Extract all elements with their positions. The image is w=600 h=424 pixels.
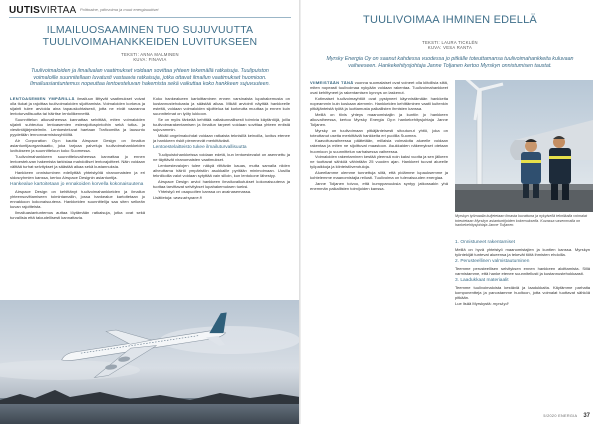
more-info-link[interactable]: myrsky.fi [492, 300, 509, 306]
subheading: Lentoestelaitteisto tukee ilmailuturvallisuutta [153, 145, 247, 151]
section-rubric [9, 5, 76, 17]
photo-caption: Myrskyn työmaalla kuljetetaan ilmasta kuvattuna ja nykyisellä tekniikalla voimalat toteutetaan Myrskyn asiantuntijoiden kokemuksella. Kuvassa vasemmalla on hankekehitysjohtaja Janne Toljanen. [455, 214, 587, 228]
paragraph: LENTOASEMIEN YMPÄRILLÄ ilmailuun liittyvät vaatimukset voivat olla tiukat ja rajoittaa tuulivoimaloiden sijoittamista. Voimaloiden korkeus ja sijainti tulee arvioida aina tapauskohtaisesti, jotta ne eivät vaaranna lentoturvallisuutta tai häiritse lentoliikennettä. [10, 96, 145, 117]
workers-photo [455, 80, 593, 212]
paragraph: Se on myös tärkeää kehittää valtakunnallisesti toimivia käytäntöjä, joilla tuulivoimarakentamisen ja ilmailun tarpeet voidaan sovittaa yhteen entistä sujuvammin. [153, 117, 290, 133]
left-article-title: ILMAILUOSAAMINEN TUO SUJUVUUTTA TUULIVOIMAHANKKEIDEN LUVITUKSEEN [42, 24, 258, 48]
issue-label: 5/2020 ENERGIA [543, 414, 578, 418]
right-column-2 [455, 238, 590, 403]
paragraph: VIIMEISTÄÄN TÄNÄ vuonna suomalaiset ovat voineet olla kiitollisia siitä, miten nopeasti tuulivoimaa nykyään voidaan rakentaa. Tuulivoimahankkeet ovat kehittyneet ja rakentamisen kynnys on laskenut. [310, 80, 448, 96]
paragraph: Mikäli ongelmakohdat voidaan ratkaista teknisillä keinoilla, luvitus etenee ja hankkeen riskit pienenevät merkittävästi. [153, 132, 290, 144]
right-article-title: TUULIVOIMAA IHMINEN EDELLÄ [363, 14, 537, 26]
paragraph: Meillä on tiivis yhteys maanomistajiin ja kuntiin jo hankkeen alkuvaiheessa, kertoo Myrsky Energia Oy:n hankekehitysjohtaja Janne Toljanen. [310, 111, 448, 128]
paragraph: Yhteistyö eri osapuolten kanssa on avainasemassa. [158, 189, 252, 195]
more-info [153, 195, 290, 200]
right-page [300, 0, 600, 424]
page-number: 37 [583, 413, 590, 419]
paragraph: Kotimaiset tuulivoimayhtiöt ovat pystyneet käynnistämään hankkeita nopeammin kuin koskaan aiemmin. Hankkeiden kehittäminen vaatii kuitenkin pitkäjänteistä työtä ja luottamusta paikallisten ihmisten kanssa. [310, 95, 448, 112]
run-in-heading: LENTOASEMIEN YMPÄRILLÄ [10, 96, 75, 101]
photo-credit: KUVA: FINAVIA [133, 57, 167, 63]
paragraph: Airspace Design on kehittänyt tuulivoimahankkeiden ja ilmailun yhteensovittamiseen toimintamallin, jossa hankealue kartoitetaan jo ennakkoon kokonaisuutena. Hankkeiden suunnittelija saa siten selkeän kuvan rajoitteista. [10, 188, 145, 210]
workers-photo-graphic [455, 80, 593, 212]
paragraph: Tuulipuistohankkeissa voidaan edetä, kun lentoestevalot on asennettu ja ne täyttävät viranomaisten vaatimukset. [153, 151, 290, 163]
paragraph: Kaavoitusvaiheessa päätetään, millaisia voimaloita alueelle voidaan rakentaa ja miten ne sijoittuvat maastoon. Asukkaiden näkemykset otetaan huomioon jo suunnittelun varhaisessa vaiheessa. [310, 138, 448, 154]
rubric-light: VIRTAA [40, 5, 77, 16]
more-info-label: Lisätietoja: [153, 194, 173, 200]
left-article-lead: Tuulivoimaloiden ja ilmailualan vaatimukset voidaan sovittaa yhteen tekemällä ratkaisuja. Tuulipuiston voimaloille suunnitellaan luvatusti vastaavia ratkaisuja, jotka ottavat ilmailun vaatimukset huomioon. Ilmailuasiantuntemus nopeuttaa lentoesteluvan hakemista sekä vaikuttaa koko hankkeen sujuvuuteen. [30, 68, 270, 88]
more-info-label: Lue lisää Myrskystä: [455, 300, 492, 306]
right-article-byline [360, 40, 540, 50]
factbox-heading-3: 3. Laadukkaat materiaalit [455, 278, 509, 284]
paragraph: Ilmailuasiantuntemus auttaa löytämään ratkaisuja, jotka ovat sekä turvallisia että taloudellisesti kannattavia. [10, 209, 145, 221]
paragraph: Teemme tuulivoimaloista kestäviä ja laadukkaita. Käytämme parhaita komponentteja ja panostamme huoltoon, jotta voimalat tuottavat sähköä pitkään. [455, 285, 590, 301]
left-article-byline [60, 52, 240, 62]
airplane-photo [0, 300, 300, 424]
factbox-heading-1: 1. Onnistuneet rakentamiset [455, 240, 515, 245]
paragraph: Alueellamme olemme tunnettuja siitä, että pidämme lupauksemme ja kohtelemme maanomistajia reilusti. Tuulivoima on tulevaisuuden energiaa. [310, 170, 448, 181]
paragraph: Koko hankealueen kartoittaminen ennen varsinaista lupahakemusta on kustannustehokasta ja säästää aikaa. Mikäli arviointi näyttää hankkeelle esteitä, voidaan voimaloiden sijoittelua tai korkeutta muuttaa jo ennen kuin suunnitelmat on lyöty lukkoon. [153, 96, 290, 117]
rubric-bold: UUTIS [9, 5, 40, 16]
airplane-photo-graphic [0, 300, 300, 424]
paragraph: Air Corporation Oy:n kautta Airspace Design on ilmailun asiantuntijaorganisaatio, joka tarjoaa palveluja tuulivoimahankkeiden luvitukseen ja suunnitteluun koko Suomessa. [10, 138, 145, 154]
subheading: Hankealue kartoitetaan jo ennakoiden korvella kokonaisuutena [10, 182, 144, 188]
more-info-link[interactable]: www.airspace.fi [173, 194, 202, 200]
more-info [455, 301, 590, 306]
photo-credit: KUVA: VESA RANTA [427, 45, 473, 51]
paragraph: Tuulivoimahankkeen suunnitteluvaiheessa kannattaa jo ennen lentoesteluvan hakemista tarkistaa mahdolliset lentorajoitteet. Näin voidaan välttää turhat selvitykset ja säästää aikaa sekä kustannuksia. [10, 153, 145, 170]
paragraph: Airspace Design arvioi hankkeen ilmailuvaikutukset kokonaisuutena ja tuottaa tarvittavat selvitykset lupahakemuksen tueksi. [153, 178, 290, 189]
paragraph: Janne Toljanen toivoo, että kumppanuuksia syntyy jatkossakin yhä enemmän paikallisten toimijoiden kanssa. [310, 180, 448, 191]
page-folio [543, 413, 590, 419]
rubric-subtitle: Polttoaine, ydinvoima ja muut energiauutiset [80, 7, 159, 12]
paragraph: Hankkeen onnistuminen edellyttää yhteistyötä viranomaisten ja eri sidosryhmien kanssa, kertoo Airspace Designin asiantuntija. [10, 169, 145, 180]
factbox-heading-2: 2. Perusteellinen valmistautuminen [455, 259, 530, 265]
right-article-lead: Myrsky Energia Oy on saanut kahdessa vuodessa jo pitkälle toteuttamansa tuulivoimahankkeita kuluvaan vaiheeseen. Hankekehitysjohtaja Janne Toljanen kertoo Myrskyn onnistumisen taustat. [326, 56, 574, 69]
run-in-heading: VIIMEISTÄÄN TÄNÄ [310, 80, 354, 85]
author: TEKSTI: ANNA MALMINEN [121, 52, 179, 57]
left-column-1 [10, 96, 145, 298]
paragraph: Teemme perusteellisen selvityksen ennen hankkeen aloittamista. Sillä varmistamme, että hanke etenee suunnitellusti ja kustannustehokkaasti. [455, 265, 590, 277]
paragraph: Meillä on hyvä yhteistyö maanomistajien ja kuntien kanssa. Myrskyn työntekijät tuntevat alueensa ja tekevät töitä ihmisten ehdoilla. [455, 246, 590, 257]
right-column-1 [310, 80, 448, 410]
paragraph: Myrsky on tuulivoimaan pitkäjänteisesti sitoutunut yhtiö, joka on toteuttanut useita merkittäviä hankkeita eri puolilla Suomea. [310, 127, 448, 138]
paragraph: Suunnittelun alkuvaiheessa kannattaa selvittää, miten voimaloiden sijainti suhteutuu lentoasemien esterajoituspintoihin sekä tutka- ja viestintäjärjestelmiin. Lentoesteluvat haetaan Traficomilta ja lausunto pyydetään lennonvarmistusyhtiöltä. [10, 117, 145, 138]
rubric-divider [9, 17, 291, 18]
paragraph: Voimaloiden rakentaminen kestää yleensä noin kaksi vuotta ja sen jälkeen ne tuottavat sähköä vähintään 25 vuoden ajan. Hankkeet tuovat alueelle työpaikkoja ja kiinteistöverotuloja. [310, 154, 448, 170]
left-column-2 [153, 96, 290, 323]
paragraph: Lentoestevalojen tulee näkyä riittävän kauas, mutta samalla niiden aiheuttama häiriö ympäristön asukkaille pyritään minimoimaan. Uusilla tekniikoilla valot voidaan sytyttää vain silloin, kun lentokone lähestyy. [153, 162, 290, 178]
author: TEKSTI: LAURA TICKLÉN [422, 40, 478, 45]
